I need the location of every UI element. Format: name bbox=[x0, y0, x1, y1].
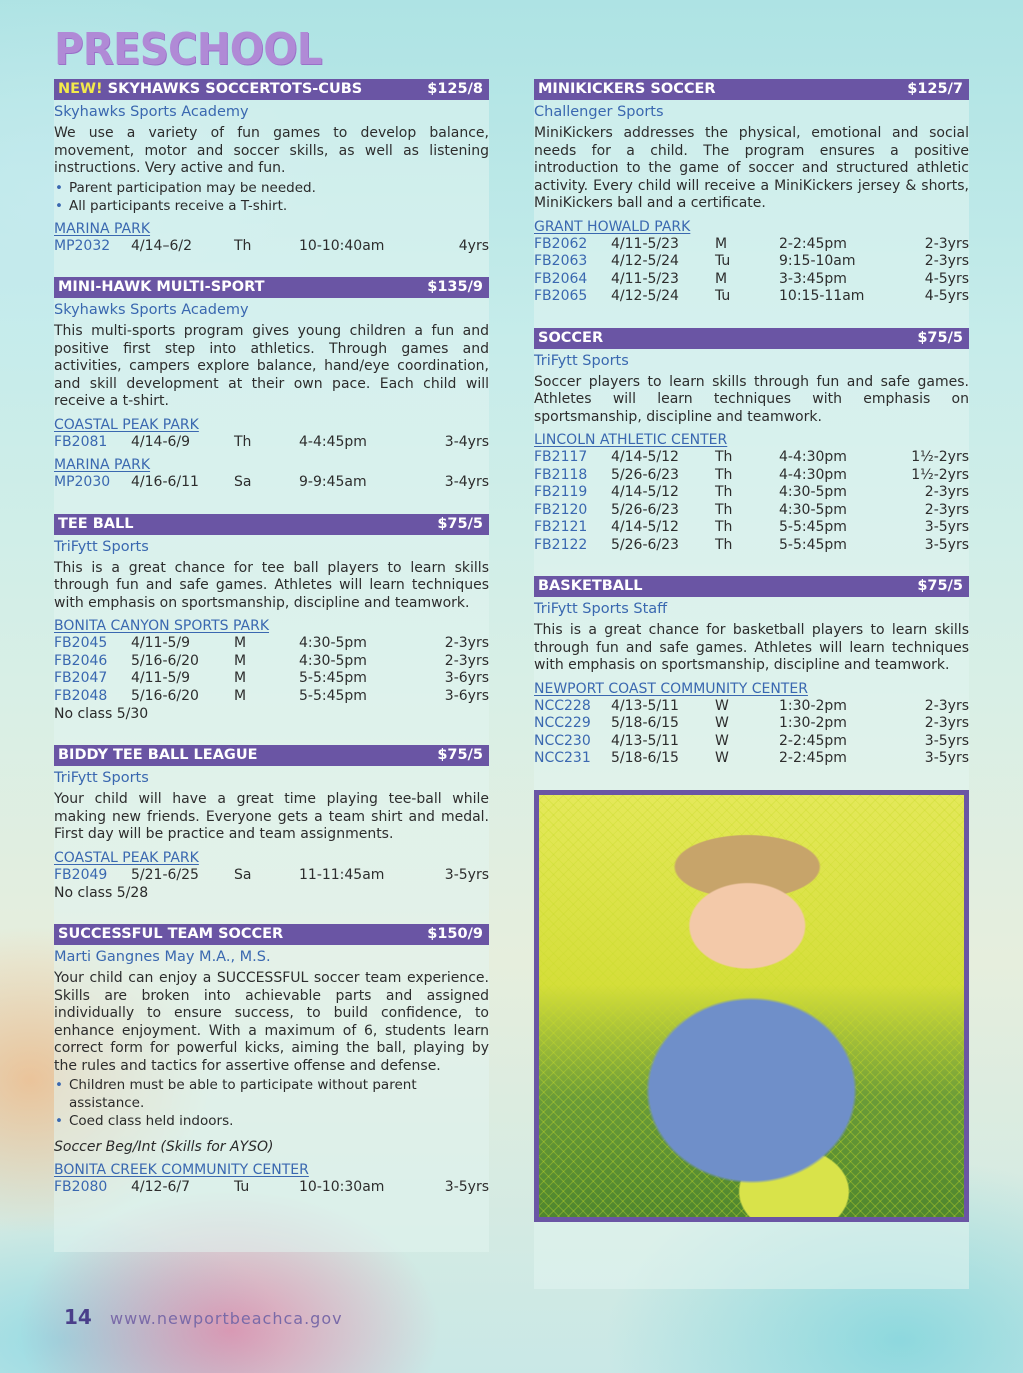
schedule-row bbox=[534, 253, 969, 271]
schedule-row bbox=[54, 688, 489, 706]
class-time: 5-5:45pm bbox=[299, 687, 367, 704]
class-time: 10-10:40am bbox=[299, 237, 385, 254]
class-listing bbox=[534, 328, 969, 555]
class-header-bar bbox=[534, 328, 969, 349]
right-column bbox=[534, 79, 969, 1289]
class-day: Th bbox=[715, 466, 733, 483]
class-time: 9-9:45am bbox=[299, 474, 367, 490]
schedule-row bbox=[534, 519, 969, 537]
class-title: SKYHAWKS SOCCERTOTS-CUBS bbox=[107, 81, 363, 97]
bullet-text: Coed class held indoors. bbox=[69, 1113, 234, 1129]
class-dates: 4/11-5/9 bbox=[131, 670, 191, 686]
class-listing bbox=[534, 79, 969, 306]
schedule-row bbox=[534, 271, 969, 289]
class-time: 1:30-2pm bbox=[779, 715, 847, 731]
class-age: 3-5yrs bbox=[924, 519, 969, 535]
class-listing bbox=[54, 277, 489, 492]
schedule-row bbox=[54, 1179, 489, 1197]
class-title-wrap bbox=[538, 328, 603, 349]
class-dates: 4/16-6/11 bbox=[131, 474, 199, 490]
child-soccer-photo bbox=[534, 790, 969, 1222]
class-dates: 4/11-5/9 bbox=[131, 635, 191, 651]
class-code[interactable]: FB2080 bbox=[54, 1179, 108, 1195]
class-age: 3-4yrs bbox=[444, 433, 489, 450]
class-day: Sa bbox=[234, 474, 252, 490]
class-day: Th bbox=[715, 536, 733, 553]
class-code[interactable]: FB2118 bbox=[534, 466, 588, 483]
class-price: $125/8 bbox=[427, 81, 483, 97]
class-code[interactable]: FB2120 bbox=[534, 501, 588, 518]
class-note: Soccer Beg/Int (Skills for AYSO) bbox=[54, 1139, 274, 1155]
schedule-row bbox=[534, 288, 969, 306]
class-time: 4-4:30pm bbox=[779, 466, 847, 483]
class-time: 2-2:45pm bbox=[779, 732, 847, 749]
class-day: Tu bbox=[234, 1179, 250, 1195]
bullet-text: Parent participation may be needed. bbox=[69, 179, 316, 196]
schedule-row bbox=[54, 434, 489, 452]
bullet-dot-icon: • bbox=[55, 1077, 63, 1093]
class-provider: TriFytt Sports bbox=[534, 352, 629, 369]
class-time: 5-5:45pm bbox=[779, 536, 847, 553]
class-listing bbox=[54, 745, 489, 902]
class-age: 3-6yrs bbox=[444, 687, 489, 704]
class-code[interactable]: FB2119 bbox=[534, 484, 588, 500]
class-age: 2-3yrs bbox=[924, 484, 969, 500]
schedule-row bbox=[534, 502, 969, 520]
class-dates: 4/12-6/7 bbox=[131, 1179, 191, 1195]
left-column bbox=[54, 79, 489, 1252]
class-day: Tu bbox=[715, 288, 731, 304]
schedule-row bbox=[534, 698, 969, 716]
schedule-note: No class 5/30 bbox=[54, 706, 149, 722]
class-dates: 4/14-5/12 bbox=[611, 449, 679, 465]
class-description: Your child will have a great time playing tee-ball while making new friends. Everyone gets a team shirt and medal. First day will be practice and team assignments. bbox=[54, 791, 489, 842]
class-time: 4:30-5pm bbox=[779, 484, 847, 500]
class-day: Th bbox=[234, 237, 252, 254]
schedule-row bbox=[534, 449, 969, 467]
class-time: 4-4:45pm bbox=[299, 433, 367, 450]
schedule-note: No class 5/28 bbox=[54, 885, 149, 901]
class-day: Tu bbox=[715, 253, 731, 269]
bullet-dot-icon: • bbox=[55, 197, 63, 214]
class-dates: 5/26-6/23 bbox=[611, 466, 679, 483]
schedule-row bbox=[54, 653, 489, 671]
class-code[interactable]: FB2117 bbox=[534, 449, 588, 465]
class-dates: 5/16-6/20 bbox=[131, 652, 199, 669]
class-code[interactable]: NCC229 bbox=[534, 715, 591, 731]
class-day: W bbox=[715, 697, 729, 714]
class-title-wrap bbox=[58, 277, 265, 298]
class-day: M bbox=[715, 235, 728, 252]
class-age: 3-5yrs bbox=[924, 750, 969, 766]
class-day: M bbox=[234, 670, 247, 686]
class-price: $75/5 bbox=[917, 578, 963, 594]
class-provider: Challenger Sports bbox=[534, 104, 664, 120]
class-time: 5-5:45pm bbox=[779, 519, 847, 535]
class-header-bar bbox=[54, 79, 489, 100]
class-code[interactable]: FB2063 bbox=[534, 253, 588, 269]
class-header-bar bbox=[54, 514, 489, 535]
class-listing bbox=[54, 924, 489, 1197]
class-age: 2-3yrs bbox=[924, 501, 969, 518]
location-link[interactable]: LINCOLN ATHLETIC CENTER bbox=[534, 432, 728, 448]
class-description: We use a variety of fun games to develop balance, movement, motor and soccer skills, as well as listening instructions. Very active and fun. bbox=[54, 125, 489, 176]
class-age: 2-3yrs bbox=[924, 697, 969, 714]
class-price: $135/9 bbox=[427, 279, 483, 295]
class-description: This is a great chance for tee ball players to learn skills through fun and safe games. Athletes will learn techniques with emphasis on sportsmanship, discipline and teamwork. bbox=[54, 559, 489, 611]
class-code[interactable]: NCC228 bbox=[534, 697, 591, 714]
class-time: 2-2:45pm bbox=[779, 235, 847, 252]
class-time: 4:30-5pm bbox=[299, 635, 367, 651]
class-title: BASKETBALL bbox=[538, 578, 643, 594]
class-dates: 5/21-6/25 bbox=[131, 866, 199, 883]
class-description: Soccer players to learn skills through fun and safe games. Athletes will learn techniques with emphasis on sportsmanship, discipline and teamwork. bbox=[534, 373, 969, 425]
class-code[interactable]: MP2030 bbox=[54, 474, 111, 490]
class-dates: 4/13-5/11 bbox=[611, 697, 679, 714]
class-provider: TriFytt Sports bbox=[54, 538, 149, 555]
class-day: M bbox=[715, 270, 728, 287]
class-dates: 4/14–6/2 bbox=[131, 237, 192, 254]
class-dates: 4/11-5/23 bbox=[611, 270, 679, 287]
location-link[interactable]: COASTAL PEAK PARK bbox=[54, 416, 199, 433]
class-time: 1:30-2pm bbox=[779, 697, 847, 714]
class-day: M bbox=[234, 635, 247, 651]
class-price: $125/7 bbox=[907, 81, 963, 97]
class-time: 3-3:45pm bbox=[779, 270, 847, 287]
class-provider: Skyhawks Sports Academy bbox=[54, 302, 249, 318]
schedule-row bbox=[54, 670, 489, 688]
class-day: W bbox=[715, 732, 729, 749]
schedule-row bbox=[534, 750, 969, 768]
class-title-wrap bbox=[538, 576, 643, 597]
class-age: 2-3yrs bbox=[444, 652, 489, 669]
class-age: 4yrs bbox=[458, 237, 489, 254]
class-price: $75/5 bbox=[437, 747, 483, 763]
class-code[interactable]: FB2045 bbox=[54, 635, 108, 651]
class-age: 4-5yrs bbox=[924, 270, 969, 287]
schedule-row bbox=[534, 236, 969, 254]
class-time: 11-11:45am bbox=[299, 866, 385, 883]
class-code[interactable]: FB2046 bbox=[54, 652, 108, 669]
class-title-wrap bbox=[58, 514, 134, 535]
class-title-wrap bbox=[58, 79, 362, 100]
class-age: 3-5yrs bbox=[444, 866, 489, 883]
class-header-bar bbox=[54, 745, 489, 766]
schedule-row bbox=[534, 733, 969, 751]
class-description: This is a great chance for basketball players to learn skills through fun and safe games. Athletes will learn techniques with emphasis on sportsmanship, discipline and teamwork. bbox=[534, 622, 969, 673]
class-listing bbox=[54, 514, 489, 724]
bullet-item bbox=[54, 197, 489, 215]
schedule-row bbox=[54, 867, 489, 885]
schedule-row bbox=[54, 238, 489, 256]
class-header-bar bbox=[54, 924, 489, 945]
class-time: 2-2:45pm bbox=[779, 750, 847, 766]
class-description: Your child can enjoy a SUCCESSFUL soccer team experience. Skills are broken into achievable parts and assigned individually to ensure success, to build confidence, to enhance enjoyment. With a maximum of 6, students learn correct form for powerful kicks, aiming the ball, playing by the rules and tactics for assertive offense and defense. bbox=[54, 970, 489, 1074]
location-link[interactable]: MARINA PARK bbox=[54, 457, 151, 473]
class-code[interactable]: NCC231 bbox=[534, 750, 591, 766]
page-number: 14 bbox=[64, 1305, 92, 1329]
class-title-wrap bbox=[58, 745, 258, 766]
class-price: $75/5 bbox=[917, 329, 963, 346]
class-code[interactable]: FB2064 bbox=[534, 270, 588, 287]
website-link[interactable]: www.newportbeachca.gov bbox=[110, 1309, 343, 1328]
class-day: W bbox=[715, 715, 729, 731]
class-day: Th bbox=[715, 501, 733, 518]
class-time: 5-5:45pm bbox=[299, 670, 367, 686]
class-day: Th bbox=[715, 484, 733, 500]
class-dates: 4/13-5/11 bbox=[611, 732, 679, 749]
class-day: W bbox=[715, 750, 729, 766]
class-time: 4:30-5pm bbox=[779, 501, 847, 518]
bullet-text: Children must be able to participate without parent assistance. bbox=[69, 1077, 417, 1111]
class-age: 3-5yrs bbox=[444, 1179, 489, 1195]
schedule-row bbox=[54, 635, 489, 653]
schedule-row bbox=[534, 467, 969, 485]
schedule-row bbox=[534, 537, 969, 555]
class-day: Sa bbox=[234, 866, 252, 883]
class-time: 9:15-10am bbox=[779, 253, 856, 269]
location-link[interactable]: NEWPORT COAST COMMUNITY CENTER bbox=[534, 680, 808, 697]
class-time: 4:30-5pm bbox=[299, 652, 367, 669]
class-time: 4-4:30pm bbox=[779, 449, 847, 465]
bullet-item bbox=[54, 1112, 489, 1130]
class-dates: 5/18-6/15 bbox=[611, 715, 679, 731]
bullet-dot-icon: • bbox=[55, 179, 63, 196]
new-badge: NEW! bbox=[58, 81, 103, 97]
class-age: 4-5yrs bbox=[924, 288, 969, 304]
class-title: SUCCESSFUL TEAM SOCCER bbox=[58, 926, 284, 942]
location-link[interactable]: MARINA PARK bbox=[54, 220, 151, 237]
page-title: PRESCHOOL bbox=[54, 24, 322, 75]
class-code[interactable]: FB2062 bbox=[534, 235, 588, 252]
class-age: 3-5yrs bbox=[924, 536, 969, 553]
class-code[interactable]: FB2047 bbox=[54, 670, 108, 686]
class-code[interactable]: FB2122 bbox=[534, 536, 588, 553]
schedule-row bbox=[54, 474, 489, 492]
class-day: Th bbox=[715, 449, 733, 465]
class-title: SOCCER bbox=[538, 329, 604, 346]
class-code[interactable]: NCC230 bbox=[534, 732, 591, 749]
class-description: MiniKickers addresses the physical, emotional and social needs for a child. The program ensures a positive introduction to the game of soccer and structured athletic activity. Every child will receive a MiniKickers jersey & shorts, MiniKickers ball and a certificate. bbox=[534, 125, 969, 211]
class-title: BIDDY TEE BALL LEAGUE bbox=[58, 747, 258, 763]
class-dates: 4/14-5/12 bbox=[611, 519, 679, 535]
class-bullets bbox=[54, 179, 489, 215]
class-title-wrap bbox=[538, 79, 716, 100]
bullet-text: All participants receive a T-shirt. bbox=[69, 197, 288, 214]
class-title: TEE BALL bbox=[58, 515, 134, 532]
class-provider: Marti Gangnes May M.A., M.S. bbox=[54, 949, 271, 965]
class-dates: 5/26-6/23 bbox=[611, 501, 679, 518]
location-link[interactable]: COASTAL PEAK PARK bbox=[54, 849, 199, 866]
schedule-row bbox=[534, 484, 969, 502]
class-day: Th bbox=[234, 433, 252, 450]
class-title-wrap bbox=[58, 924, 283, 945]
location-link[interactable]: BONITA CANYON SPORTS PARK bbox=[54, 618, 270, 634]
class-provider: Skyhawks Sports Academy bbox=[54, 104, 249, 120]
class-title: MINI-HAWK MULTI-SPORT bbox=[58, 279, 265, 295]
class-age: 2-3yrs bbox=[924, 715, 969, 731]
class-title: MINIKICKERS SOCCER bbox=[538, 81, 716, 97]
class-dates: 4/12-5/24 bbox=[611, 288, 679, 304]
class-day: M bbox=[234, 652, 247, 669]
class-code[interactable]: FB2121 bbox=[534, 519, 588, 535]
class-dates: 4/14-5/12 bbox=[611, 484, 679, 500]
class-day: Th bbox=[715, 519, 733, 535]
class-dates: 5/18-6/15 bbox=[611, 750, 679, 766]
class-header-bar bbox=[534, 79, 969, 100]
class-dates: 4/12-5/24 bbox=[611, 253, 679, 269]
class-price: $75/5 bbox=[437, 515, 483, 532]
bullet-item bbox=[54, 179, 489, 197]
class-header-bar bbox=[534, 576, 969, 597]
class-age: 2-3yrs bbox=[924, 235, 969, 252]
class-code[interactable]: FB2049 bbox=[54, 866, 108, 883]
class-age: 1½-2yrs bbox=[911, 449, 969, 465]
class-code[interactable]: MP2032 bbox=[54, 237, 111, 254]
bullet-item bbox=[54, 1076, 489, 1112]
location-link[interactable]: BONITA CREEK COMMUNITY CENTER bbox=[54, 1162, 309, 1178]
class-age: 3-4yrs bbox=[444, 474, 489, 490]
class-code[interactable]: FB2065 bbox=[534, 288, 588, 304]
class-age: 2-3yrs bbox=[924, 253, 969, 269]
class-description: This multi-sports program gives young children a fun and positive first step into athletics. Through games and activities, campers explore balance, hand/eye coordination, and skill development at their own pace. Each child will receive a t-shirt. bbox=[54, 323, 489, 409]
class-price: $150/9 bbox=[427, 926, 483, 942]
class-age: 2-3yrs bbox=[444, 635, 489, 651]
class-code[interactable]: FB2048 bbox=[54, 687, 108, 704]
class-provider: TriFytt Sports bbox=[54, 770, 149, 786]
class-dates: 5/26-6/23 bbox=[611, 536, 679, 553]
class-age: 3-5yrs bbox=[924, 732, 969, 749]
class-day: M bbox=[234, 687, 247, 704]
class-provider: TriFytt Sports Staff bbox=[534, 601, 668, 617]
class-listing bbox=[54, 79, 489, 255]
class-code[interactable]: FB2081 bbox=[54, 433, 108, 450]
class-bullets bbox=[54, 1076, 489, 1130]
class-dates: 5/16-6/20 bbox=[131, 687, 199, 704]
class-dates: 4/14-6/9 bbox=[131, 433, 191, 450]
class-header-bar bbox=[54, 277, 489, 298]
bullet-dot-icon: • bbox=[55, 1113, 63, 1129]
schedule-row bbox=[534, 715, 969, 733]
class-age: 1½-2yrs bbox=[911, 466, 969, 483]
class-age: 3-6yrs bbox=[444, 670, 489, 686]
location-link[interactable]: GRANT HOWALD PARK bbox=[534, 218, 691, 235]
class-time: 10-10:30am bbox=[299, 1179, 385, 1195]
class-dates: 4/11-5/23 bbox=[611, 235, 679, 252]
class-listing bbox=[534, 576, 969, 768]
class-time: 10:15-11am bbox=[779, 288, 865, 304]
